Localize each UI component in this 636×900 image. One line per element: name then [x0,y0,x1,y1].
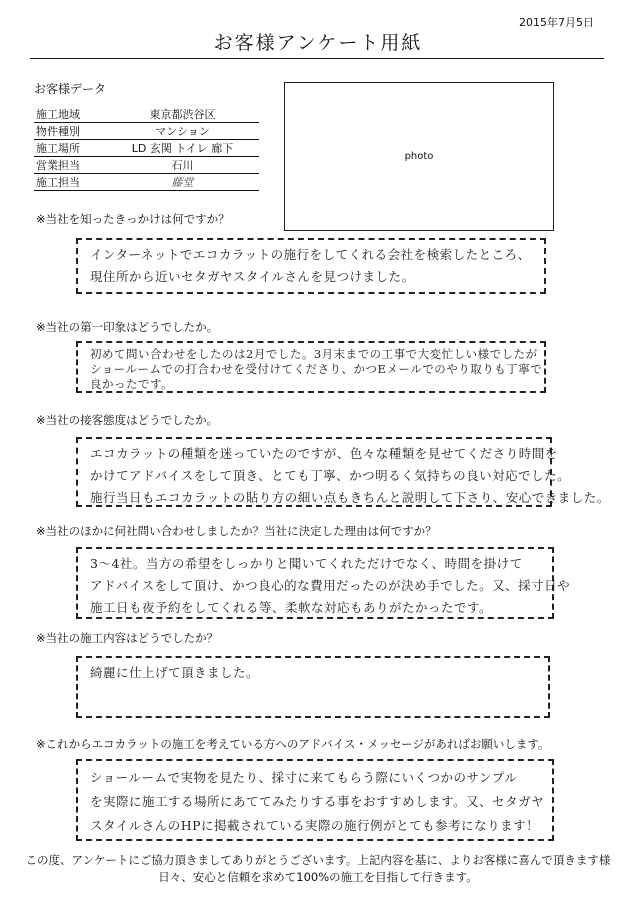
info-label: 物件種別 [34,123,106,140]
answer-line: ショールームで実物を見たり、採寸に来てもらう際にいくつかのサンプル [90,770,518,785]
photo-placeholder [284,82,554,231]
question-2: ※当社の第一印象はどうでしたか。 [36,320,219,334]
answer-line: 現住所から近いセタガヤスタイルさんを見つけました。 [90,269,415,284]
question-6: ※これからエコカラットの施工を考えている方へのアドバイス・メッセージがあればお願いします。 [36,737,550,751]
customer-info-table [34,106,259,191]
answer-line: かけてアドバイスをして頂き、とても丁寧、かつ明るく気持ちの良い対応でした。 [90,468,571,483]
info-value: 藤堂 [106,174,259,191]
photo-label: photo [404,151,434,162]
answer-line: スタイルさんのHPに掲載されている実際の施行例がとても参考になります！ [90,818,540,833]
question-4: ※当社のほかに何社問い合わせしましたか？当社に決定した理由は何ですか？ [36,524,437,538]
info-label: 施工担当 [34,174,106,191]
survey-date: 2015年7月5日 [519,16,594,29]
answer-box-5 [76,656,550,718]
footer-line-2: 日々、安心と信頼を求めて100%の施工を目指して行きます。 [158,870,478,884]
answer-line: 施行当日もエコカラットの貼り方の細い点もきちんと説明して下さり、安心できました。 [90,490,610,505]
customer-data-heading: お客様データ [34,82,107,96]
answer-box-3 [76,437,610,507]
answer-line: を実際に施工する場所にあててみたりする事をおすすめします。又、セタガヤ [90,794,545,809]
info-row-sales-rep [34,157,259,174]
answer-box-6 [76,759,554,841]
answer-line: エコカラットの種類を迷っていたのですが、色々な種類を見せてくださり時間を [90,446,558,461]
answer-box-4 [76,547,571,619]
answer-line: インターネットでエコカラットの施行をしてくれる会社を検索したところ、 [90,247,531,262]
info-value: マンション [106,123,259,140]
answer-line: 施工日も夜予約をしてくれる等、柔軟な対応もありがたかったです。 [90,600,493,615]
info-value: LD 玄関 トイレ 廊下 [106,140,259,157]
answer-line: 初めて問い合わせをしたのは2月でした。3月末までの工事で大変忙しい様でしたが [90,347,538,361]
footer-line-1: この度、アンケートにご協力頂きましてありがとうございます。上記内容を基に、よりお客様に喜んで頂きます様 [25,853,611,867]
info-row-location [34,140,259,157]
question-5: ※当社の施工内容はどうでしたか？ [36,631,219,645]
question-1: ※当社を知ったきっかけは何ですか？ [36,212,230,226]
info-label: 施工場所 [34,140,106,157]
answer-line: 良かったです。 [90,377,174,391]
info-row-area [34,106,259,123]
info-row-property-type [34,123,259,140]
answer-line: ショールームでの打合わせを受付けてくださり、かつEメールでのやり取りも丁寧で [90,362,543,376]
info-label: 営業担当 [34,157,106,174]
info-value: 石川 [106,157,259,174]
info-value: 東京都渋谷区 [106,106,259,123]
info-label: 施工地域 [34,106,106,123]
info-row-installer [34,174,259,191]
answer-line: 3～4社。当方の希望をしっかりと聞いてくれただけでなく、時間を掛けて [90,556,523,571]
answer-box-2 [76,341,546,393]
question-3: ※当社の接客態度はどうでしたか。 [36,413,219,427]
answer-line: 綺麗に仕上げて頂きました。 [90,665,260,680]
page-title: お客様アンケート用紙 [213,32,423,54]
title-divider [30,58,604,59]
answer-box-1 [76,238,546,294]
answer-line: アドバイスをして頂け、かつ良心的な費用だったのが決め手でした。又、採寸日や [90,578,571,593]
